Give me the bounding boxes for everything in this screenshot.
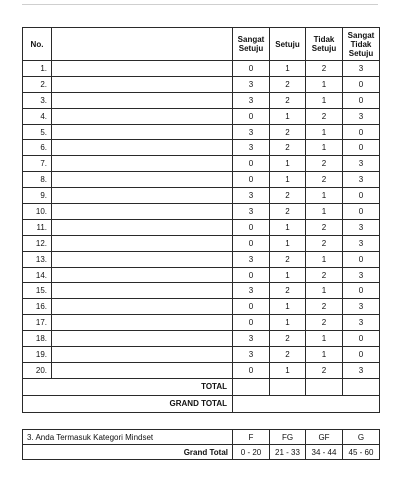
total-cell-ss: [233, 378, 270, 395]
table-row: [23, 108, 380, 124]
row-number: 13.: [23, 251, 52, 267]
row-statement: [52, 92, 233, 108]
row-statement: [52, 267, 233, 283]
table-row: [23, 235, 380, 251]
range-fg: 21 - 33: [270, 445, 306, 460]
mindset-question: 3. Anda Termasuk Kategori Mindset: [23, 430, 233, 445]
score-setuju: 2: [270, 124, 306, 140]
table-row: [23, 76, 380, 92]
row-statement: [52, 251, 233, 267]
row-statement: [52, 283, 233, 299]
score-tidak-setuju: 2: [306, 172, 343, 188]
score-sangat-setuju: 0: [233, 108, 270, 124]
table-row: [23, 251, 380, 267]
score-sangat-setuju: 0: [233, 315, 270, 331]
table-row: [23, 267, 380, 283]
row-statement: [52, 61, 233, 77]
row-statement: [52, 172, 233, 188]
table-row: [23, 315, 380, 331]
total-row: [23, 378, 380, 395]
table-row: [23, 156, 380, 172]
grand-total-label: GRAND TOTAL: [23, 395, 233, 412]
score-sangat-setuju: 0: [233, 156, 270, 172]
score-sangat-tidak-setuju: 3: [343, 299, 380, 315]
score-setuju: 2: [270, 331, 306, 347]
row-number: 15.: [23, 283, 52, 299]
score-tidak-setuju: 2: [306, 219, 343, 235]
range-f: 0 - 20: [233, 445, 270, 460]
table-row: [23, 61, 380, 77]
row-statement: [52, 156, 233, 172]
range-gf: 34 - 44: [306, 445, 343, 460]
score-sangat-tidak-setuju: 0: [343, 283, 380, 299]
total-label: TOTAL: [23, 378, 233, 395]
row-statement: [52, 76, 233, 92]
mindset-range-row: [23, 445, 380, 460]
score-setuju: 1: [270, 267, 306, 283]
score-tidak-setuju: 1: [306, 124, 343, 140]
score-setuju: 1: [270, 362, 306, 378]
score-tidak-setuju: 1: [306, 76, 343, 92]
table-row: [23, 140, 380, 156]
header-setuju: Setuju: [270, 28, 306, 61]
score-sangat-tidak-setuju: 0: [343, 188, 380, 204]
score-tidak-setuju: 2: [306, 156, 343, 172]
category-fg: FG: [270, 430, 306, 445]
table-row: [23, 124, 380, 140]
row-number: 18.: [23, 331, 52, 347]
table-row: [23, 299, 380, 315]
score-setuju: 1: [270, 219, 306, 235]
row-number: 4.: [23, 108, 52, 124]
score-setuju: 2: [270, 347, 306, 363]
score-sangat-setuju: 0: [233, 267, 270, 283]
score-tidak-setuju: 2: [306, 267, 343, 283]
row-number: 8.: [23, 172, 52, 188]
score-setuju: 1: [270, 235, 306, 251]
score-sangat-tidak-setuju: 3: [343, 219, 380, 235]
score-sangat-tidak-setuju: 0: [343, 204, 380, 220]
score-setuju: 1: [270, 315, 306, 331]
score-sangat-tidak-setuju: 0: [343, 92, 380, 108]
score-sangat-setuju: 3: [233, 188, 270, 204]
score-sangat-tidak-setuju: 0: [343, 331, 380, 347]
row-number: 11.: [23, 219, 52, 235]
score-tidak-setuju: 1: [306, 251, 343, 267]
score-tidak-setuju: 1: [306, 140, 343, 156]
total-cell-s: [270, 378, 306, 395]
row-statement: [52, 124, 233, 140]
score-tidak-setuju: 2: [306, 108, 343, 124]
row-number: 9.: [23, 188, 52, 204]
score-setuju: 1: [270, 61, 306, 77]
score-setuju: 2: [270, 92, 306, 108]
score-sangat-setuju: 3: [233, 204, 270, 220]
row-statement: [52, 347, 233, 363]
score-tidak-setuju: 1: [306, 331, 343, 347]
score-sangat-tidak-setuju: 3: [343, 267, 380, 283]
score-sangat-tidak-setuju: 0: [343, 140, 380, 156]
score-tidak-setuju: 2: [306, 235, 343, 251]
table-row: [23, 283, 380, 299]
row-statement: [52, 204, 233, 220]
score-tidak-setuju: 1: [306, 92, 343, 108]
row-number: 1.: [23, 61, 52, 77]
score-sangat-tidak-setuju: 3: [343, 172, 380, 188]
row-number: 2.: [23, 76, 52, 92]
table-row: [23, 188, 380, 204]
table-header-row: [23, 28, 380, 61]
score-sangat-setuju: 0: [233, 172, 270, 188]
row-number: 12.: [23, 235, 52, 251]
header-sangat-setuju: Sangat Setuju: [233, 28, 270, 61]
row-number: 5.: [23, 124, 52, 140]
row-statement: [52, 331, 233, 347]
row-number: 7.: [23, 156, 52, 172]
row-statement: [52, 362, 233, 378]
category-g: G: [343, 430, 380, 445]
mindset-grand-total-label: Grand Total: [23, 445, 233, 460]
row-number: 10.: [23, 204, 52, 220]
score-sangat-tidak-setuju: 3: [343, 156, 380, 172]
score-sangat-tidak-setuju: 3: [343, 362, 380, 378]
score-tidak-setuju: 1: [306, 283, 343, 299]
table-row: [23, 331, 380, 347]
row-statement: [52, 140, 233, 156]
header-sangat-tidak-setuju: Sangat Tidak Setuju: [343, 28, 380, 61]
score-sangat-setuju: 0: [233, 362, 270, 378]
score-sangat-tidak-setuju: 3: [343, 61, 380, 77]
mindset-category-table: [22, 429, 380, 460]
score-sangat-setuju: 0: [233, 299, 270, 315]
table-row: [23, 172, 380, 188]
range-g: 45 - 60: [343, 445, 380, 460]
score-sangat-setuju: 3: [233, 92, 270, 108]
row-number: 3.: [23, 92, 52, 108]
row-statement: [52, 108, 233, 124]
score-setuju: 1: [270, 108, 306, 124]
score-tidak-setuju: 2: [306, 362, 343, 378]
score-sangat-tidak-setuju: 3: [343, 235, 380, 251]
score-setuju: 1: [270, 156, 306, 172]
total-cell-ts: [306, 378, 343, 395]
table-row: [23, 362, 380, 378]
table-row: [23, 219, 380, 235]
score-sangat-tidak-setuju: 0: [343, 251, 380, 267]
score-tidak-setuju: 1: [306, 204, 343, 220]
score-setuju: 2: [270, 76, 306, 92]
row-statement: [52, 235, 233, 251]
row-number: 16.: [23, 299, 52, 315]
score-tidak-setuju: 1: [306, 347, 343, 363]
grand-total-row: [23, 395, 380, 412]
score-sangat-setuju: 0: [233, 61, 270, 77]
score-sangat-setuju: 3: [233, 331, 270, 347]
row-statement: [52, 219, 233, 235]
row-statement: [52, 299, 233, 315]
row-number: 19.: [23, 347, 52, 363]
score-setuju: 2: [270, 140, 306, 156]
row-statement: [52, 188, 233, 204]
score-setuju: 1: [270, 299, 306, 315]
row-number: 6.: [23, 140, 52, 156]
score-setuju: 2: [270, 204, 306, 220]
score-sangat-tidak-setuju: 3: [343, 315, 380, 331]
category-gf: GF: [306, 430, 343, 445]
table-row: [23, 347, 380, 363]
score-setuju: 2: [270, 188, 306, 204]
table-row: [23, 92, 380, 108]
score-sangat-setuju: 3: [233, 124, 270, 140]
header-no: No.: [23, 28, 52, 61]
grand-total-cell: [233, 395, 380, 412]
survey-score-table: [22, 27, 380, 413]
score-sangat-setuju: 3: [233, 140, 270, 156]
score-sangat-setuju: 3: [233, 251, 270, 267]
score-sangat-setuju: 3: [233, 283, 270, 299]
row-statement: [52, 315, 233, 331]
score-tidak-setuju: 1: [306, 188, 343, 204]
category-f: F: [233, 430, 270, 445]
score-tidak-setuju: 2: [306, 315, 343, 331]
score-setuju: 2: [270, 251, 306, 267]
row-number: 17.: [23, 315, 52, 331]
total-cell-sts: [343, 378, 380, 395]
score-sangat-tidak-setuju: 3: [343, 108, 380, 124]
score-tidak-setuju: 2: [306, 299, 343, 315]
score-sangat-tidak-setuju: 0: [343, 124, 380, 140]
score-sangat-tidak-setuju: 0: [343, 76, 380, 92]
score-sangat-tidak-setuju: 0: [343, 347, 380, 363]
score-sangat-setuju: 0: [233, 235, 270, 251]
top-divider: [22, 4, 378, 5]
score-setuju: 2: [270, 283, 306, 299]
header-statement: [52, 28, 233, 61]
score-sangat-setuju: 3: [233, 76, 270, 92]
row-number: 14.: [23, 267, 52, 283]
score-setuju: 1: [270, 172, 306, 188]
table-row: [23, 204, 380, 220]
score-sangat-setuju: 3: [233, 347, 270, 363]
score-sangat-setuju: 0: [233, 219, 270, 235]
header-tidak-setuju: Tidak Setuju: [306, 28, 343, 61]
score-tidak-setuju: 2: [306, 61, 343, 77]
mindset-category-row: [23, 430, 380, 445]
row-number: 20.: [23, 362, 52, 378]
